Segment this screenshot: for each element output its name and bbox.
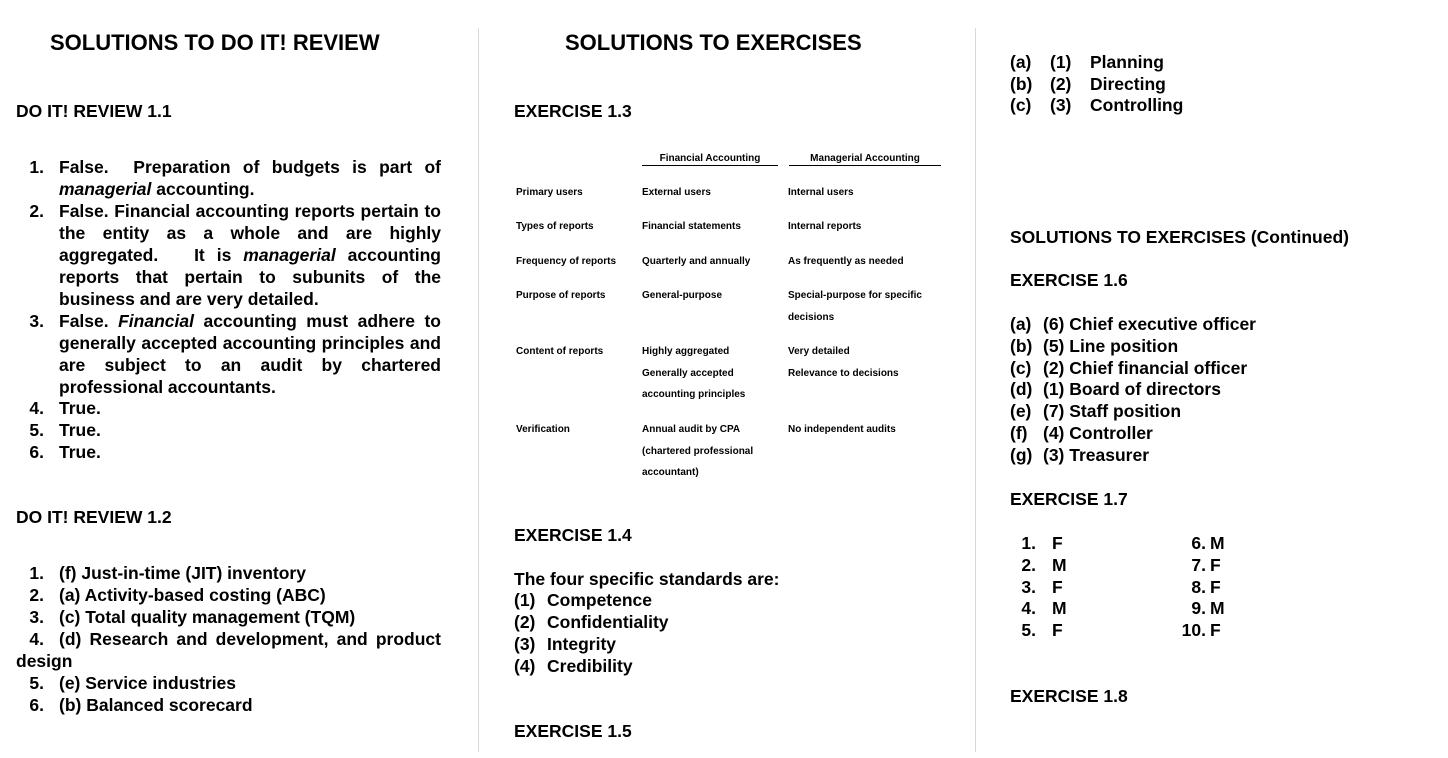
table-header-managerial: Managerial Accounting [789,153,941,166]
table-row-label: Content of reports [516,346,604,357]
table-row-label: Frequency of reports [516,256,617,267]
item-letter: (a) [1010,52,1032,72]
list-item [1010,74,1166,96]
item-number: 1. [1021,533,1036,553]
item-text: False. Preparation of budgets is part of managerial accounting. [59,157,441,199]
list-item [16,584,441,606]
item-text: False. Financial accounting reports pertain to the entity as a whole and are highly aggregated. It is managerial accounting reports that pertain to subunits of the business and are very detailed. [59,201,441,309]
list-item [1176,533,1225,555]
list-item [1010,52,1164,74]
item-text: Confidentiality [547,612,669,632]
item-text: (5) Line position [1043,335,1179,356]
list-item [16,694,441,716]
list-item [16,441,441,463]
review-1-2-heading: DO IT! REVIEW 1.2 [16,507,172,527]
item-number: 1. [29,157,44,177]
list-item [514,590,652,612]
table-cell-managerial: No independent audits [788,424,896,435]
item-text: True. [59,398,101,418]
list-item [16,397,441,419]
item-letter: (e) [1010,401,1032,422]
item-number: (4) [514,656,536,676]
item-letter: (b) [1010,73,1033,94]
item-number: 10. [1181,620,1206,641]
exercise-1-4-intro: The four specific standards are: [514,569,780,589]
item-number: 1. [29,563,44,583]
item-text: Integrity [547,634,617,654]
list-item [16,562,441,584]
item-number: (2) [1050,73,1072,94]
item-number: 2. [29,201,44,221]
item-text: True. [59,420,101,440]
column-do-it-review [0,0,478,758]
item-number: 8. [1191,576,1206,597]
item-number: (1) [1050,52,1072,72]
table-cell-financial: External users [642,187,711,198]
item-text: (4) Controller [1043,423,1153,443]
column-exercises-continued [976,0,1448,758]
item-text: Planning [1090,52,1164,72]
table-cell-managerial: Internal reports [788,221,862,232]
list-item [1010,379,1221,401]
item-number: 7. [1191,554,1206,575]
item-text: (2) Chief financial officer [1043,357,1248,378]
table-row-label: Types of reports [516,221,594,232]
item-text: (1) Board of directors [1043,379,1221,400]
exercise-1-5-heading: EXERCISE 1.5 [514,721,632,741]
continued-title: SOLUTIONS TO EXERCISES (Continued) [1010,227,1349,247]
item-number: 4. [1021,598,1036,619]
item-answer: F [1052,576,1063,597]
item-answer: M [1210,533,1225,553]
list-item [1010,401,1181,423]
item-text: (6) Chief executive officer [1043,314,1256,334]
item-letter: (c) [1010,357,1032,378]
list-item [514,634,616,656]
list-item [1010,577,1063,599]
list-item [1176,598,1225,620]
exercise-1-3-heading: EXERCISE 1.3 [514,101,632,121]
list-item [514,612,669,634]
list-item [1010,358,1247,380]
item-text: False. Financial accounting must adhere to generally accepted accounting principles and are subject to an audit by chartered professional accountants. [59,311,441,397]
item-text: (a) Activity-based costing (ABC) [59,585,326,605]
column-exercises [479,0,975,758]
item-number: 6. [29,695,44,715]
item-number: 3. [29,311,44,331]
column-title: SOLUTIONS TO EXERCISES [565,30,862,55]
item-text: (f) Just-in-time (JIT) inventory [59,563,306,583]
item-answer: M [1052,554,1067,575]
item-text: Credibility [547,656,633,676]
list-item [1010,95,1183,117]
item-text: (b) Balanced scorecard [59,695,253,715]
list-item [1010,314,1256,336]
item-answer: F [1210,554,1221,575]
item-number: 5. [29,673,44,693]
item-number: 2. [1021,554,1036,575]
list-item [1010,445,1149,467]
table-cell-managerial: As frequently as needed [788,256,904,267]
table-row-label: Purpose of reports [516,290,606,301]
item-number: (3) [1050,95,1072,115]
item-text: Competence [547,590,653,610]
item-text: (e) Service industries [59,673,237,693]
item-text: Controlling [1090,95,1184,115]
item-number: 2. [29,585,44,605]
table-cell-financial: Quarterly and annually [642,256,751,267]
table-cell-financial: Highly aggregated Generally accepted accounting principles [642,346,746,400]
list-item [16,310,441,398]
table-cell-managerial: Very detailed Relevance to decisions [788,346,899,379]
item-text: Directing [1090,73,1166,94]
list-item [16,672,441,694]
column-title: SOLUTIONS TO DO IT! REVIEW [50,30,380,55]
list-item [1010,555,1067,577]
item-number: 6. [29,442,44,462]
item-answer: F [1210,620,1221,641]
exercise-1-6-heading: EXERCISE 1.6 [1010,270,1128,290]
item-answer: F [1210,576,1221,597]
exercise-1-7-heading: EXERCISE 1.7 [1010,489,1128,509]
item-letter: (b) [1010,335,1033,356]
item-answer: F [1052,620,1063,641]
item-text: (d) Research and development, and product design [16,629,441,671]
list-item [16,628,441,672]
table-cell-financial: Annual audit by CPA (chartered professional accountant) [642,424,754,478]
item-number: 3. [29,607,44,627]
list-item [1010,620,1063,642]
item-answer: M [1052,598,1067,619]
list-item [1176,555,1221,577]
table-row-label: Verification [516,424,570,435]
table-cell-managerial: Internal users [788,187,854,198]
item-number: 6. [1191,533,1206,553]
list-item [1176,577,1221,599]
table-header-financial: Financial Accounting [642,153,778,166]
item-answer: F [1052,533,1063,553]
item-text: (c) Total quality management (TQM) [59,607,356,627]
list-item [16,419,441,441]
table-cell-managerial: Special-purpose for specific decisions [788,290,922,323]
item-number: (1) [514,590,536,610]
table-row-label: Primary users [516,187,583,198]
item-letter: (a) [1010,314,1032,334]
item-number: 4. [29,398,44,418]
list-item [1010,336,1178,358]
list-item [16,200,441,310]
item-letter: (f) [1010,423,1028,443]
item-number: (3) [514,634,536,654]
item-number: (2) [514,612,536,632]
item-number: 9. [1191,598,1206,619]
item-number: 5. [1021,620,1036,641]
list-item [16,606,441,628]
item-letter: (c) [1010,95,1032,115]
table-cell-financial: Financial statements [642,221,741,232]
item-text: (3) Treasurer [1043,444,1150,465]
item-number: 4. [29,629,44,649]
item-answer: M [1210,598,1225,619]
item-letter: (g) [1010,444,1033,465]
list-item [1176,620,1221,642]
exercise-1-4-heading: EXERCISE 1.4 [514,525,632,545]
item-text: (7) Staff position [1043,401,1182,422]
item-text: True. [59,442,101,462]
list-item [16,156,441,200]
list-item [1010,533,1063,555]
item-letter: (d) [1010,379,1033,400]
list-item [514,656,633,678]
item-number: 3. [1021,576,1036,597]
table-cell-financial: General-purpose [642,290,723,301]
review-1-1-heading: DO IT! REVIEW 1.1 [16,101,172,121]
exercise-1-8-heading: EXERCISE 1.8 [1010,686,1128,706]
item-number: 5. [29,420,44,440]
list-item [1010,423,1153,445]
list-item [1010,598,1067,620]
